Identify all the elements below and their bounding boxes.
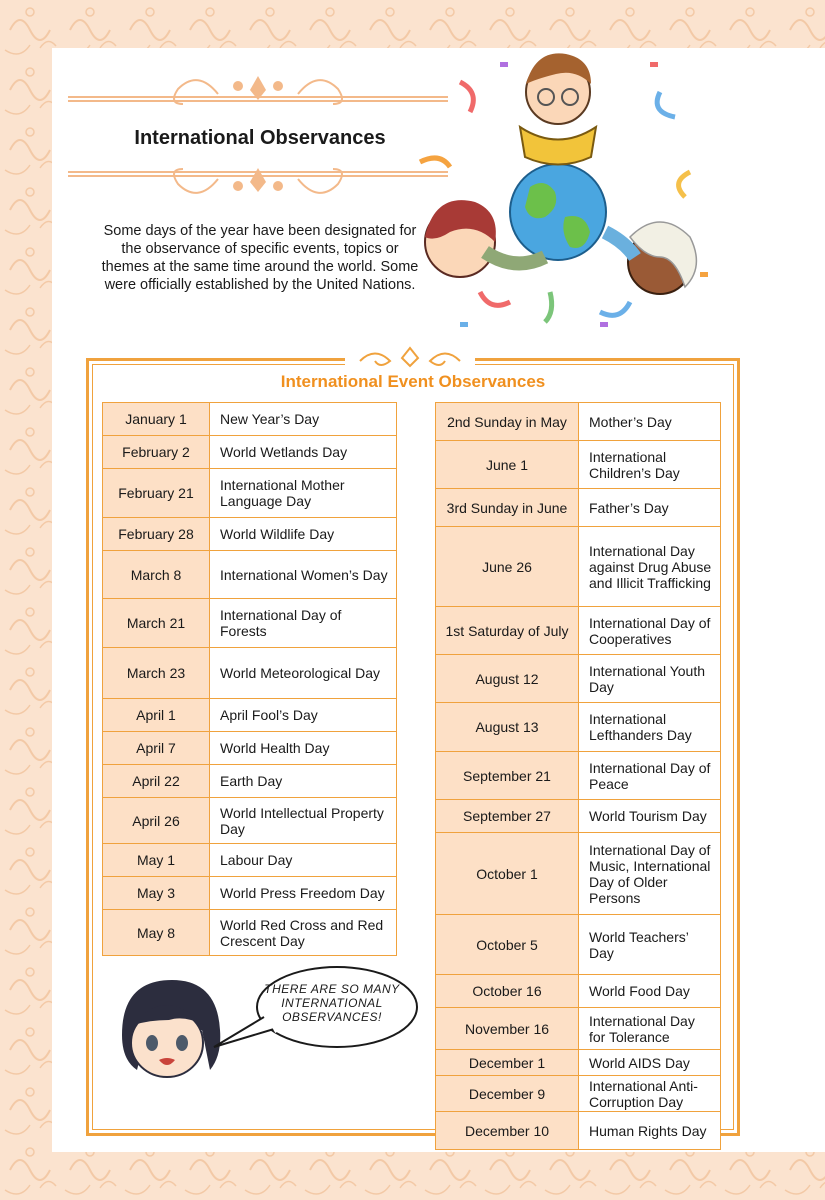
date-cell: October 1 — [436, 833, 579, 915]
event-cell: Earth Day — [210, 765, 397, 798]
table-row — [103, 599, 397, 648]
date-cell: December 10 — [436, 1112, 579, 1150]
table-row — [436, 800, 721, 833]
table-row — [436, 1008, 721, 1050]
table-row — [436, 915, 721, 975]
event-cell: International Day of Peace — [579, 752, 721, 800]
table-row — [103, 798, 397, 844]
date-cell: March 8 — [103, 551, 210, 599]
date-cell: August 12 — [436, 655, 579, 703]
date-cell: October 5 — [436, 915, 579, 975]
event-cell: Father’s Day — [579, 489, 721, 527]
date-cell: May 3 — [103, 877, 210, 910]
date-cell: June 1 — [436, 441, 579, 489]
date-cell: April 26 — [103, 798, 210, 844]
event-cell: Human Rights Day — [579, 1112, 721, 1150]
table-row — [103, 910, 397, 956]
event-cell: World Press Freedom Day — [210, 877, 397, 910]
event-cell: World Teachers’ Day — [579, 915, 721, 975]
event-cell: World AIDS Day — [579, 1050, 721, 1076]
date-cell: May 8 — [103, 910, 210, 956]
girl-illustration — [112, 975, 222, 1085]
event-cell: World Wildlife Day — [210, 518, 397, 551]
event-cell: World Intellectual Property Day — [210, 798, 397, 844]
event-cell: International Day for Tolerance — [579, 1008, 721, 1050]
date-cell: October 16 — [436, 975, 579, 1008]
event-cell: International Day against Drug Abuse and Illicit Trafficking — [579, 527, 721, 607]
date-cell: November 16 — [436, 1008, 579, 1050]
event-cell: World Health Day — [210, 732, 397, 765]
event-cell: International Women’s Day — [210, 551, 397, 599]
table-row — [436, 403, 721, 441]
table-row — [436, 1076, 721, 1112]
intro-paragraph: Some days of the year have been designated for the observance of specific events, topics or themes at the same time around the world. Some were officially established by the United Nations. — [101, 223, 419, 293]
speech-bubble-text: THERE ARE SO MANY INTERNATIONAL OBSERVANCES! — [264, 982, 400, 1024]
date-cell: February 28 — [103, 518, 210, 551]
event-cell: International Mother Language Day — [210, 469, 397, 518]
event-cell: International Day of Music, International Day of Older Persons — [579, 833, 721, 915]
date-cell: February 21 — [103, 469, 210, 518]
event-cell: Mother’s Day — [579, 403, 721, 441]
date-cell: December 9 — [436, 1076, 579, 1112]
date-cell: June 26 — [436, 527, 579, 607]
date-cell: March 21 — [103, 599, 210, 648]
event-cell: International Youth Day — [579, 655, 721, 703]
table-row — [103, 403, 397, 436]
table-row — [436, 833, 721, 915]
date-cell: January 1 — [103, 403, 210, 436]
table-row — [436, 1112, 721, 1150]
event-cell: International Anti-Corruption Day — [579, 1076, 721, 1112]
date-cell: September 21 — [436, 752, 579, 800]
observances-table-left — [102, 402, 397, 956]
date-cell: March 23 — [103, 648, 210, 699]
event-cell: New Year’s Day — [210, 403, 397, 436]
date-cell: 2nd Sunday in May — [436, 403, 579, 441]
table-row — [436, 607, 721, 655]
observances-table-right — [435, 402, 721, 1150]
date-cell: February 2 — [103, 436, 210, 469]
date-cell: December 1 — [436, 1050, 579, 1076]
page-title: International Observances — [134, 127, 386, 149]
table-row — [436, 489, 721, 527]
table-row — [103, 648, 397, 699]
event-cell: International Day of Cooperatives — [579, 607, 721, 655]
table-row — [103, 518, 397, 551]
event-cell: World Red Cross and Red Crescent Day — [210, 910, 397, 956]
date-cell: April 7 — [103, 732, 210, 765]
table-row — [436, 527, 721, 607]
event-cell: International Day of Forests — [210, 599, 397, 648]
table-row — [103, 551, 397, 599]
event-cell: World Meteorological Day — [210, 648, 397, 699]
children-illustration — [400, 22, 740, 352]
date-cell: September 27 — [436, 800, 579, 833]
table-heading: International Event Observances — [280, 372, 546, 391]
event-cell: International Children’s Day — [579, 441, 721, 489]
table-row — [436, 752, 721, 800]
table-row — [436, 703, 721, 752]
table-row — [103, 436, 397, 469]
date-cell: April 22 — [103, 765, 210, 798]
table-row — [103, 877, 397, 910]
date-cell: May 1 — [103, 844, 210, 877]
table-row — [103, 844, 397, 877]
table-row — [103, 765, 397, 798]
date-cell: 1st Saturday of July — [436, 607, 579, 655]
date-cell: 3rd Sunday in June — [436, 489, 579, 527]
ornament-divider-icon — [345, 343, 475, 373]
table-row — [436, 1050, 721, 1076]
event-cell: World Tourism Day — [579, 800, 721, 833]
table-row — [103, 469, 397, 518]
globe-icon — [510, 164, 606, 260]
table-row — [103, 699, 397, 732]
table-row — [103, 732, 397, 765]
table-row — [436, 655, 721, 703]
date-cell: August 13 — [436, 703, 579, 752]
event-cell: International Lefthanders Day — [579, 703, 721, 752]
event-cell: World Food Day — [579, 975, 721, 1008]
table-row — [436, 441, 721, 489]
table-row — [436, 975, 721, 1008]
event-cell: World Wetlands Day — [210, 436, 397, 469]
date-cell: April 1 — [103, 699, 210, 732]
event-cell: April Fool’s Day — [210, 699, 397, 732]
event-cell: Labour Day — [210, 844, 397, 877]
